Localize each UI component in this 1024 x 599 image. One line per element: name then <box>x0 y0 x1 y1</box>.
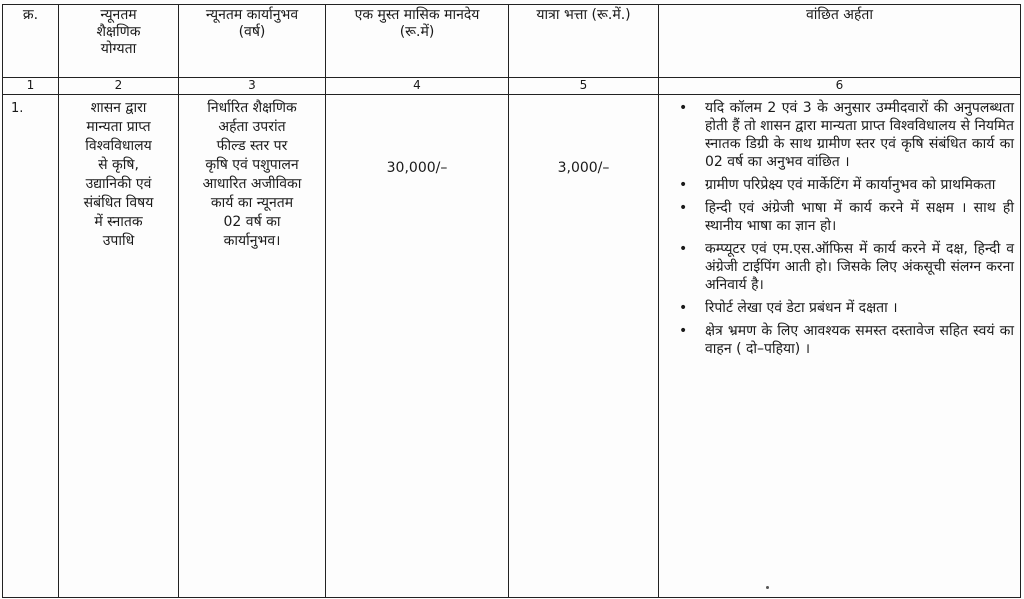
qualification-text: क्षेत्र भ्रमण के लिए आवश्यक समस्त दस्तावेज सहित स्वयं का वाहन ( दो–पहिया) । <box>705 323 1014 357</box>
header-row <box>3 5 1021 78</box>
bullet-icon: • <box>679 200 688 216</box>
column-number-row <box>3 78 1021 95</box>
row-honorarium: 30,000/– <box>326 95 509 598</box>
qualification-text: यदि कॉलम 2 एवं 3 के अनुसार उम्मीदवारों की अनुपलब्धता होती हैं तो शासन द्वारा मान्यता प्राप्त विश्वविधालय से नियमित स्नातक डिग्री के साथ ग्रामीण स्तर एवं कृषि संबंधित कार्य का 02 वर्ष का अनुभव वांछित । <box>705 100 1014 170</box>
qualification-text: ग्रामीण परिप्रेक्ष्य एवं मार्केटिंग में कार्यानुभव को प्राथमिकता <box>705 177 996 193</box>
header-travel-allowance: यात्रा भत्ता (रू.में.) <box>509 5 659 78</box>
eligibility-table <box>2 4 1021 598</box>
list-item <box>679 299 1014 317</box>
column-number: 6 <box>659 78 1021 95</box>
bullet-icon: • <box>679 241 688 257</box>
list-item <box>679 199 1014 235</box>
header-serial: क्र. <box>3 5 59 78</box>
list-item <box>679 176 1014 194</box>
qualification-text: हिन्दी एवं अंग्रेजी भाषा में कार्य करने में सक्षम । साथ ही स्थानीय भाषा का ज्ञान हो। <box>705 200 1014 234</box>
row-travel-allowance: 3,000/– <box>509 95 659 598</box>
table-row <box>3 95 1021 598</box>
qualification-text: कम्प्यूटर एवं एम.एस.ऑफिस में कार्य करने में दक्ष, हिन्दी व अंग्रेजी टाईपिंग आती हो। जिसके लिए अंकसूची संलग्न करना अनिवार्य है। <box>705 241 1014 293</box>
column-number: 1 <box>3 78 59 95</box>
row-experience: निर्धारित शैक्षणिक अर्हता उपरांत फील्ड स्तर पर कृषि एवं पशुपालन आधारित अजीविका कार्य का न्यूनतम 02 वर्ष का कार्यानुभव। <box>179 95 326 598</box>
list-item <box>679 240 1014 294</box>
header-monthly-honorarium: एक मुस्त मासिक मानदेय (रू.में) <box>326 5 509 78</box>
row-education: शासन द्वारा मान्यता प्राप्त विश्वविधालय से कृषि, उद्यानिकी एवं संबंधित विषय में स्नातक उपाधि <box>59 95 179 598</box>
row-qualifications <box>659 95 1021 598</box>
column-number: 3 <box>179 78 326 95</box>
qualification-text: रिपोर्ट लेखा एवं डेटा प्रबंधन में दक्षता । <box>705 300 898 316</box>
list-item <box>679 99 1014 171</box>
header-desired-qualification: वांछित अर्हता <box>659 5 1021 78</box>
header-min-experience: न्यूनतम कार्यानुभव (वर्ष) <box>179 5 326 78</box>
header-min-education: न्यूनतम शैक्षणिक योग्यता <box>59 5 179 78</box>
bullet-icon: • <box>679 100 688 116</box>
qualification-list <box>665 99 1014 358</box>
bullet-icon: • <box>679 323 688 339</box>
bullet-icon: • <box>679 177 688 193</box>
column-number: 2 <box>59 78 179 95</box>
row-serial: 1. <box>3 95 59 598</box>
column-number: 4 <box>326 78 509 95</box>
scan-speck <box>766 586 769 589</box>
column-number: 5 <box>509 78 659 95</box>
bullet-icon: • <box>679 300 688 316</box>
list-item <box>679 322 1014 358</box>
